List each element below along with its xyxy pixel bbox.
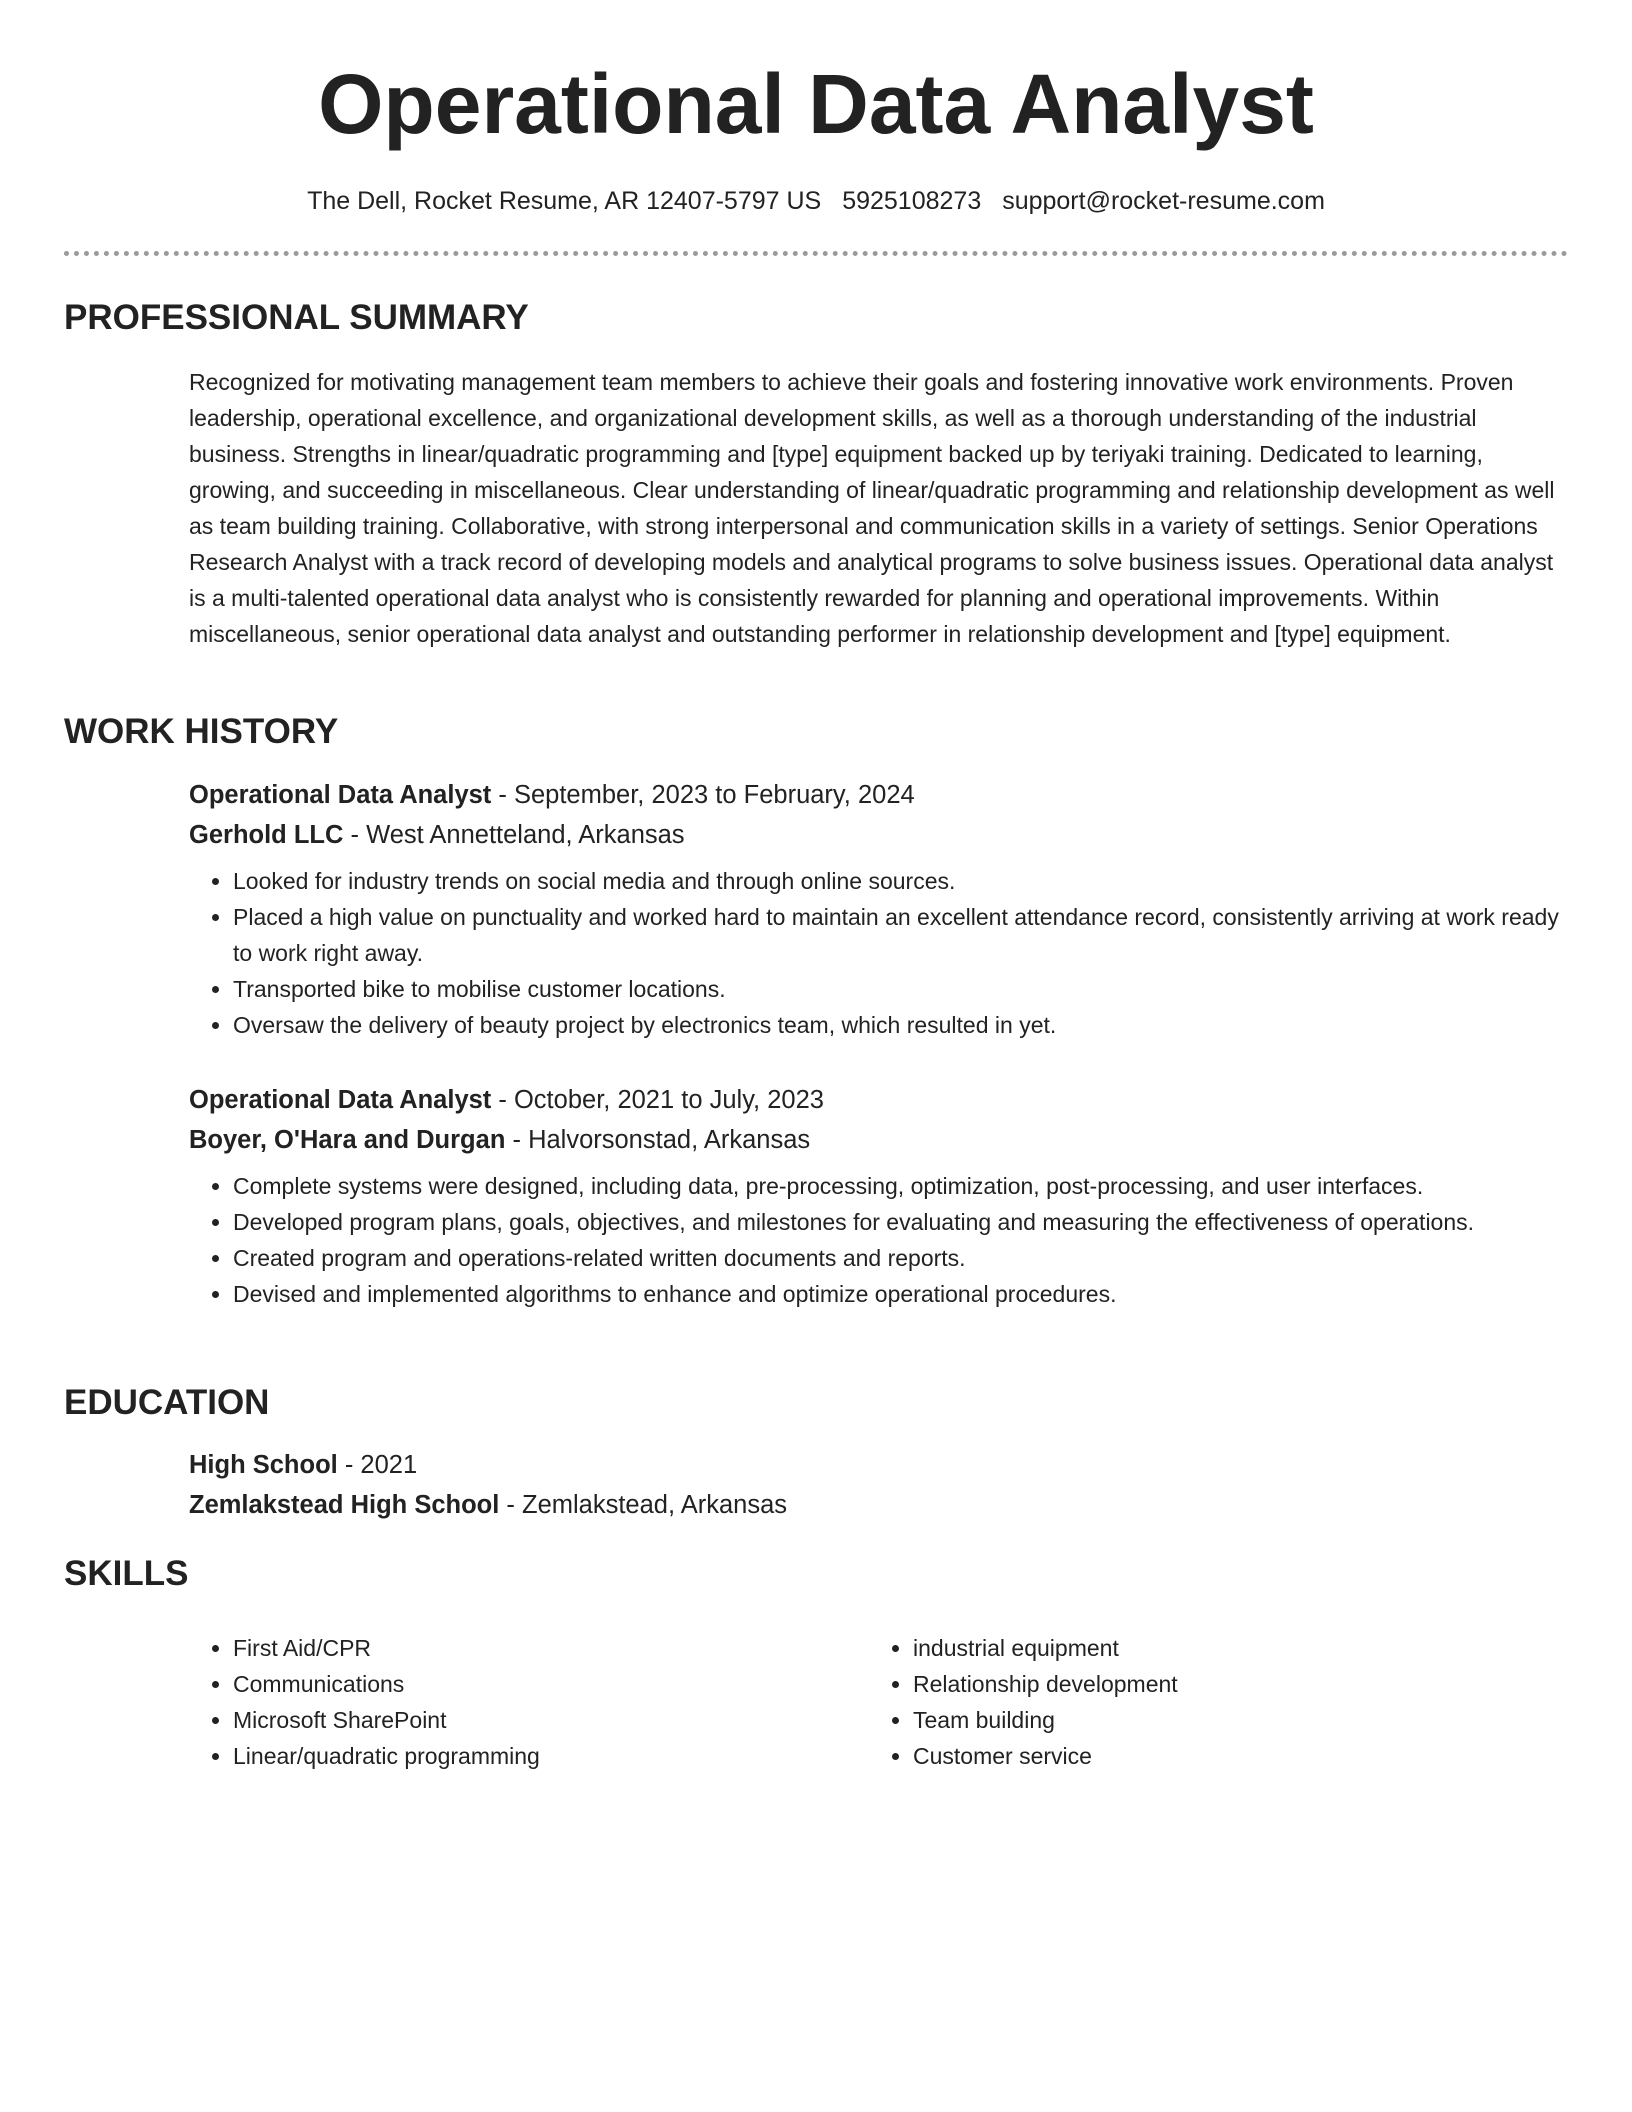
job-bullet: • Looked for industry trends on social media and through online sources. [233,863,1569,899]
skill-item: • First Aid/CPR [233,1630,869,1666]
job-title-line [189,775,1569,815]
job-entry [189,1080,1569,1312]
job-company-line [189,1120,1569,1160]
contact-phone: 5925108273 [842,187,982,215]
job-bullet: • Developed program plans, goals, objectives, and milestones for evaluating and measuring the effectiveness of operations. [233,1204,1569,1240]
job-bullet: • Created program and operations-related written documents and reports. [233,1240,1569,1276]
section-title-work-history: WORK HISTORY [64,712,339,751]
header-divider [64,251,1568,256]
contact-email: support@rocket-resume.com [1002,187,1325,215]
section-title-summary: PROFESSIONAL SUMMARY [64,298,529,337]
skills-column-left [189,1630,869,1774]
job-company: Gerhold LLC [189,821,344,849]
job-role: Operational Data Analyst [189,1086,492,1114]
job-dates: - September, 2023 to February, 2024 [491,781,915,809]
job-role: Operational Data Analyst [189,781,492,809]
skill-item: • Team building [913,1702,1549,1738]
skills-column-right [869,1630,1549,1774]
education-degree: High School [189,1451,338,1479]
contact-address: The Dell, Rocket Resume, AR 12407-5797 US [307,187,822,215]
candidate-name: Operational Data Analyst [318,57,1314,151]
job-dates: - October, 2021 to July, 2023 [491,1086,824,1114]
job-bullet: • Placed a high value on punctuality and worked hard to maintain an excellent attendance record, consistently arriving at work ready to work right away. [233,899,1569,971]
skill-item: • Communications [233,1666,869,1702]
skill-item: • industrial equipment [913,1630,1549,1666]
job-bullet: • Complete systems were designed, including data, pre-processing, optimization, post-processing, and user interfaces. [233,1168,1569,1204]
job-entry [189,775,1569,1043]
job-location: - West Annetteland, Arkansas [343,821,685,849]
education-location: - Zemlakstead, Arkansas [499,1491,788,1519]
contact-line [64,186,1568,216]
summary-text: Recognized for motivating management team members to achieve their goals and fostering innovative work environments. Proven leadership, operational excellence, and organizational development skills, as well as a thorough understanding of the industrial business. Strengths in linear/quadratic programming and [type] equipment backed up by teriyaki training. Dedicated to learning, growing, and succeeding in miscellaneous. Clear understanding of linear/quadratic programming and relationship development as well as team building training. Collaborative, with strong interpersonal and communication skills in a variety of settings. Senior Operations Research Analyst with a track record of developing models and analytical programs to solve business issues. Operational data analyst is a multi-talented operational data analyst who is consistently rewarded for planning and operational improvements. Within miscellaneous, senior operational data analyst and outstanding performer in relationship development and [type] equipment. [189,369,1555,647]
skill-item: • Customer service [913,1738,1549,1774]
education-school: Zemlakstead High School [189,1491,500,1519]
education-entry [189,1445,1569,1525]
education-degree-line [189,1445,1569,1485]
skill-item: • Relationship development [913,1666,1549,1702]
job-location: - Halvorsonstad, Arkansas [505,1126,811,1154]
job-bullet-list [189,863,1569,1043]
job-company-line [189,815,1569,855]
job-bullet: • Transported bike to mobilise customer locations. [233,971,1569,1007]
skill-item: • Linear/quadratic programming [233,1738,869,1774]
education-year: - 2021 [337,1451,418,1479]
job-bullet: • Devised and implemented algorithms to enhance and optimize operational procedures. [233,1276,1569,1312]
job-company: Boyer, O'Hara and Durgan [189,1126,506,1154]
job-title-line [189,1080,1569,1120]
education-school-line [189,1485,1569,1525]
section-title-education: EDUCATION [64,1383,270,1422]
job-bullet: • Oversaw the delivery of beauty project by electronics team, which resulted in yet. [233,1007,1569,1043]
resume-header [64,54,1568,216]
skill-item: • Microsoft SharePoint [233,1702,869,1738]
job-bullet-list [189,1168,1569,1312]
skills-list [189,1630,1569,1774]
section-title-skills: SKILLS [64,1554,189,1593]
